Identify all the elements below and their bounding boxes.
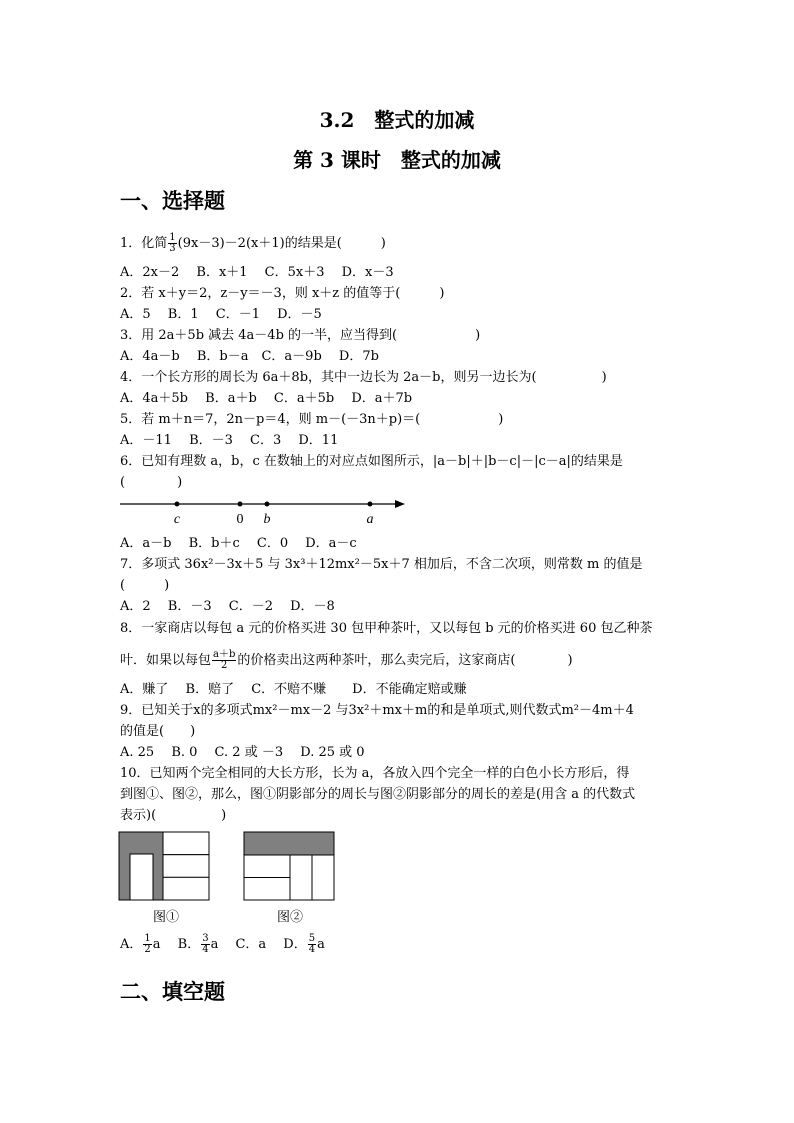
figure-1 bbox=[118, 831, 212, 903]
question-4-options: A．4a＋5b B．a＋b C．a＋5b D．a＋7b bbox=[120, 391, 413, 406]
fraction: $\frac{a+b}{2}$ bbox=[213, 649, 236, 671]
question-7-stem: 7．多项式 36x²－3x＋5 与 3x³＋12mx²－5x＋7 相加后，不含二次项，则常数 m 的值是 bbox=[120, 557, 643, 572]
section-heading-choice: 一、选择题 bbox=[120, 188, 225, 213]
fig1-small-rect bbox=[163, 877, 209, 900]
question-5-stem: 5．若 m＋n＝7，2n－p＝4，则 m－(－3n＋p)＝( ) bbox=[120, 412, 504, 427]
question-7-paren: ( ) bbox=[120, 578, 170, 593]
axis-label-b: b bbox=[263, 512, 271, 527]
question-4-stem: 4．一个长方形的周长为 6a＋8b，其中一边长为 2a－b，则另一边长为( ) bbox=[120, 370, 607, 385]
axis-label-c: c bbox=[173, 512, 181, 527]
question-2-stem: 2．若 x＋y＝2，z－y＝－3，则 x＋z 的值等于( ) bbox=[120, 286, 445, 301]
page-title: 3.2 整式的加减 bbox=[319, 108, 475, 132]
question-6-paren: ( ) bbox=[120, 475, 183, 490]
question-3-stem: 3．用 2a＋5b 减去 4a－4b 的一半，应当得到( ) bbox=[120, 328, 481, 343]
fig2-small-rect bbox=[312, 855, 334, 900]
fig2-small-rect bbox=[244, 878, 290, 901]
question-9-options: A. 25 B. 0 C. 2 或 －3 D. 25 或 0 bbox=[120, 745, 365, 760]
question-1-stem: 1．化简 $\frac{1}{3}$ (9x－3)－2(x＋1)的结果是( ) bbox=[120, 232, 386, 254]
question-2-options: A．5 B．1 C．－1 D．－5 bbox=[120, 307, 322, 322]
question-6-stem: 6．已知有理数 a，b，c 在数轴上的对应点如图所示，|a－b|＋|b－c|－|c－a|的结果是 bbox=[120, 454, 623, 469]
question-8-stem-line1: 8．一家商店以每包 a 元的价格买进 30 包甲种茶叶，又以每包 b 元的价格买进 60 包乙种茶 bbox=[120, 621, 653, 636]
axis-arrow-icon bbox=[395, 500, 405, 508]
fig2-small-rect bbox=[244, 855, 290, 878]
axis-label-a: a bbox=[366, 512, 374, 527]
question-10-stem-line1: 10．已知两个完全相同的大长方形，长为 a，各放入四个完全一样的白色小长方形后，得 bbox=[120, 766, 630, 781]
fraction: $\frac{1}{2}$ bbox=[144, 933, 151, 955]
question-7-options: A．2 B．－3 C．－2 D．－8 bbox=[120, 599, 335, 614]
question-10-stem-line3: 表示)( ) bbox=[120, 808, 227, 823]
question-10-options: A． $\frac{1}{2}$ a B． $\frac{3}{4}$ a C．a D． $\frac{5}{4}$ a bbox=[120, 933, 325, 955]
point-a bbox=[368, 502, 373, 507]
fraction: $\frac{3}{4}$ bbox=[202, 933, 209, 955]
question-5-options: A．－11 B．－3 C．3 D．11 bbox=[120, 433, 339, 448]
point-c bbox=[175, 502, 180, 507]
fraction: $\frac{5}{4}$ bbox=[308, 933, 316, 955]
question-8-stem-line2: 叶．如果以每包 $\frac{a+b}{2}$ 的价格卖出这两种茶叶，那么卖完后，这家商店( ) bbox=[120, 649, 573, 671]
number-line-figure bbox=[115, 493, 415, 529]
fig2-small-rect bbox=[290, 855, 312, 900]
fig1-small-rect bbox=[130, 854, 153, 900]
fig1-small-rect bbox=[163, 855, 209, 878]
fraction: $\frac{1}{3}$ bbox=[169, 232, 176, 254]
question-1-options: A．2x－2 B．x＋1 C．5x＋3 D．x－3 bbox=[120, 265, 394, 280]
point-zero bbox=[238, 502, 243, 507]
point-b bbox=[265, 502, 270, 507]
figure-2 bbox=[243, 831, 337, 903]
question-8-options: A．赚了 B．赔了 C．不赔不赚 D．不能确定赔或赚 bbox=[120, 682, 467, 697]
lesson-subtitle: 第 3 课时 整式的加减 bbox=[293, 148, 501, 172]
question-9-stem-line1: 9．已知关于x的多项式mx²－mx－2 与3x²＋mx＋m的和是单项式,则代数式m²－4m＋4 bbox=[120, 703, 634, 718]
figure-2-label: 图② bbox=[277, 910, 304, 925]
figure-1-label: 图① bbox=[153, 910, 180, 925]
section-heading-fill: 二、填空题 bbox=[120, 979, 225, 1004]
question-6-options: A．a－b B．b＋c C．0 D．a－c bbox=[120, 536, 357, 551]
question-10-stem-line2: 到图①、图②，那么，图①阴影部分的周长与图②阴影部分的周长的差是(用含 a 的代数式 bbox=[120, 787, 636, 802]
question-3-options: A．4a－b B．b－a C．a－9b D．7b bbox=[120, 349, 379, 364]
question-9-stem-line2: 的值是( ) bbox=[120, 724, 196, 739]
axis-label-zero: 0 bbox=[236, 512, 244, 527]
fig1-small-rect bbox=[163, 832, 209, 855]
